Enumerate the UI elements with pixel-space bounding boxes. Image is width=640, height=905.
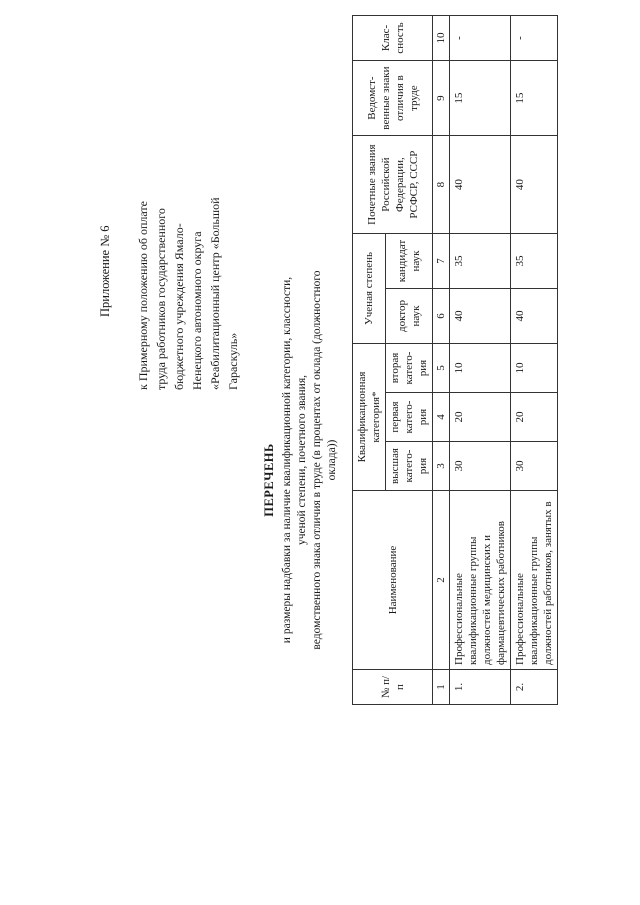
appendix-title: Приложение № 6 (98, 225, 112, 317)
subtitle-line: и размеры надбавки за наличие квалификационной категории, классности, ученой степени, почетного звания, (281, 276, 308, 644)
header-qual-first: первая катего- рия (386, 393, 433, 442)
cell-doctor: 40 (450, 289, 511, 344)
cell-qual-high: 30 (511, 442, 558, 491)
header-honor: Почетные звания Российской Федерации, РСФСР, СССР (353, 136, 433, 234)
header-degree: Ученая степень (353, 234, 386, 344)
column-number: 8 (433, 136, 450, 234)
cell-qual-first: 20 (450, 393, 511, 442)
column-number: 2 (433, 491, 450, 670)
row-name: Профессиональные квалификационные группы должностей работников, занятых в (511, 491, 558, 670)
header-dept-award: Ведомст- венные знаки отличия в труде (353, 60, 433, 135)
row-number: 2. (511, 670, 558, 705)
appendix-line: труда работников государственного (154, 208, 168, 390)
appendix-line: к Примерному положению об оплате (136, 201, 150, 390)
appendix-description (134, 90, 242, 390)
column-number: 5 (433, 344, 450, 393)
appendix-line: бюджетного учреждения Ямало- (172, 223, 186, 390)
header-doctor: доктор наук (386, 289, 433, 344)
column-number: 1 (433, 670, 450, 705)
appendix-line: Гараскуль» (226, 332, 240, 390)
cell-candidate: 35 (511, 234, 558, 289)
header-class: Клас- сность (353, 16, 433, 61)
cell-honor: 40 (450, 136, 511, 234)
cell-class: - (450, 16, 511, 61)
column-number: 7 (433, 234, 450, 289)
header-qual-high: высшая катего- рия (386, 442, 433, 491)
header-candidate: кандидат наук (386, 234, 433, 289)
cell-doctor: 40 (511, 289, 558, 344)
header-qual-second: вторая катего- рия (386, 344, 433, 393)
appendix-line: «Реабилитационный центр «Большой (208, 197, 222, 390)
column-number-row (433, 16, 450, 705)
header-qualification: Квалификационная категория* (353, 344, 386, 491)
document-subtitle (280, 270, 340, 650)
cell-dept-award: 15 (450, 60, 511, 135)
column-number: 3 (433, 442, 450, 491)
column-number: 9 (433, 60, 450, 135)
column-number: 6 (433, 289, 450, 344)
table-header-row (353, 16, 386, 705)
cell-class: - (511, 16, 558, 61)
cell-qual-second: 10 (450, 344, 511, 393)
table-row (450, 16, 511, 705)
cell-honor: 40 (511, 136, 558, 234)
column-number: 4 (433, 393, 450, 442)
appendix-line: Ненецкого автономного округа (190, 231, 204, 390)
subtitle-line: ведомственного знака отличия в труде (в процентах от оклада (должностного оклада)) (311, 270, 338, 650)
cell-candidate: 35 (450, 234, 511, 289)
header-name: Наименование (353, 491, 433, 670)
document-title: ПЕРЕЧЕНЬ (262, 443, 276, 517)
cell-dept-award: 15 (511, 60, 558, 135)
allowance-table (352, 15, 558, 705)
cell-qual-second: 10 (511, 344, 558, 393)
table-row (511, 16, 558, 705)
header-num: № п/п (353, 670, 433, 705)
cell-qual-high: 30 (450, 442, 511, 491)
column-number: 10 (433, 16, 450, 61)
row-number: 1. (450, 670, 511, 705)
cell-qual-first: 20 (511, 393, 558, 442)
row-name: Профессиональные квалификационные группы должностей медицинских и фармацевтических работников (450, 491, 511, 670)
